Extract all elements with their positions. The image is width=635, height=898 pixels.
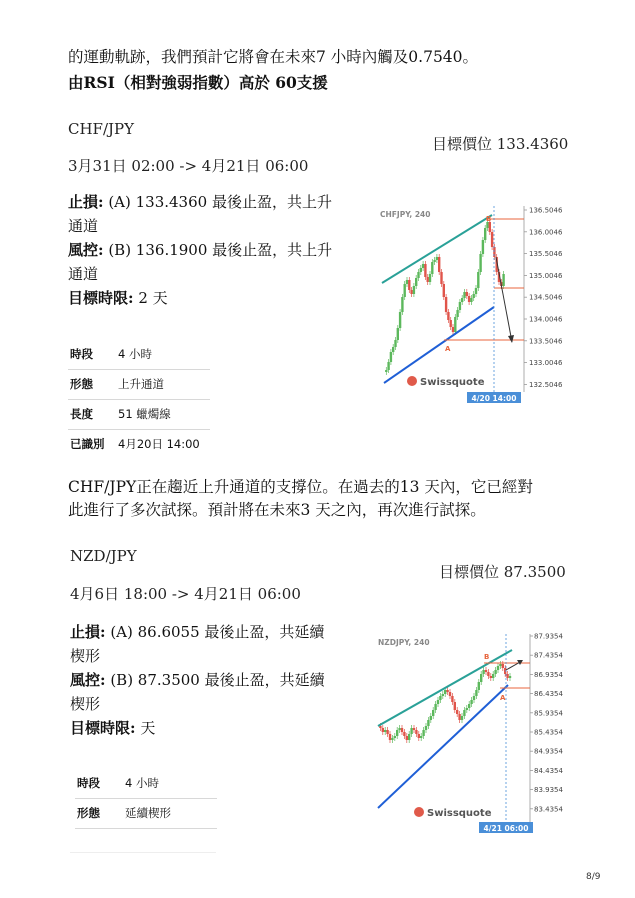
candle (447, 312, 449, 320)
y-tick-label: 84.9354 (534, 747, 563, 756)
analysis-paragraph: 此進行了多次試探。預計將在未來3 天之內，再次進行試探。 (68, 501, 486, 519)
label-b: B (486, 215, 492, 223)
y-tick-label: 83.9354 (534, 786, 563, 795)
candle (484, 228, 486, 240)
candle (431, 262, 433, 274)
table-key: 形態 (75, 798, 125, 828)
time-limit-label: 目標時限: (68, 289, 134, 307)
risk-line (70, 668, 350, 692)
candle (477, 272, 479, 288)
candle (443, 284, 445, 297)
candle (401, 297, 403, 312)
chart-symbol: NZDJPY, 240 (378, 638, 430, 647)
stop-loss-label: 止損: (68, 193, 104, 211)
candle (459, 302, 461, 310)
y-tick-label: 87.4354 (534, 651, 563, 660)
candle (494, 670, 496, 674)
candle (387, 362, 389, 370)
candle (420, 268, 422, 272)
y-tick-label: 86.4354 (534, 690, 563, 699)
label-a: A (445, 345, 451, 353)
time-limit-value: 天 (135, 719, 156, 737)
candle (391, 738, 393, 740)
table-key: 時段 (75, 768, 125, 798)
candle (438, 257, 440, 272)
table-row (68, 339, 210, 369)
candle (468, 704, 470, 708)
candle (451, 696, 453, 702)
candle (396, 730, 398, 736)
candle (466, 708, 468, 710)
candle (422, 264, 424, 268)
candle (413, 286, 415, 294)
y-tick-label: 136.0046 (529, 228, 563, 237)
y-tick-label: 85.4354 (534, 728, 563, 737)
table-value: 51 蠟燭線 (118, 399, 210, 429)
candle (461, 298, 463, 302)
candle (382, 728, 384, 732)
risk-line (68, 238, 348, 262)
candle (399, 312, 401, 328)
table-key: 時段 (68, 339, 118, 369)
table-value: 4 小時 (125, 768, 217, 798)
pattern-info-table (75, 768, 217, 829)
target-price: 目標價位 87.3500 (439, 563, 566, 581)
candle (480, 674, 482, 682)
stop-loss-label: 止損: (70, 623, 106, 641)
y-tick-label: 133.0046 (529, 359, 563, 368)
candle (446, 690, 448, 692)
candle (424, 264, 426, 277)
candle (404, 284, 406, 297)
date-range: 3月31日 02:00 -> 4月21日 06:00 (68, 157, 309, 175)
candle (470, 700, 472, 704)
stop-loss-line (70, 620, 350, 644)
candle (502, 664, 504, 668)
candle (390, 352, 392, 362)
candle (434, 704, 436, 710)
candle (497, 666, 499, 670)
candle (449, 692, 451, 696)
table-row (68, 369, 210, 399)
candle (389, 734, 391, 740)
candle (408, 280, 410, 290)
candle (456, 310, 458, 317)
rules-block (68, 190, 348, 310)
table-value: 4月20日 14:00 (118, 437, 200, 452)
time-limit-line (68, 286, 348, 310)
candle (415, 278, 417, 286)
table-row (68, 429, 210, 459)
candle (473, 696, 475, 700)
y-tick-label: 132.5046 (529, 380, 563, 389)
swissquote-logo: Swissquote (420, 377, 485, 388)
table-key: 已識別 (70, 437, 105, 452)
candle (422, 730, 424, 736)
candle (487, 672, 489, 676)
y-tick-label: 134.5046 (529, 293, 563, 302)
swissquote-logo-icon (407, 376, 417, 386)
page-number: 8/9 (586, 872, 601, 882)
date-tag-text: 4/20 14:00 (471, 394, 517, 403)
y-tick-label: 136.5046 (529, 206, 563, 215)
risk-label: 風控: (68, 241, 104, 259)
table-key: 形態 (68, 369, 118, 399)
candle (401, 728, 403, 732)
table-value: 上升通道 (118, 369, 210, 399)
time-limit-value: 2 天 (133, 289, 168, 307)
candle (379, 726, 381, 728)
chfjpy-chart (372, 202, 572, 407)
candle (463, 710, 465, 716)
nzdjpy-chart (372, 630, 572, 835)
candle (458, 714, 460, 720)
candle (493, 247, 495, 257)
candle (482, 670, 484, 674)
candle (466, 292, 468, 296)
candle (397, 328, 399, 340)
candle (478, 682, 480, 690)
candle (427, 277, 429, 282)
candle (489, 222, 491, 232)
candle (442, 694, 444, 696)
candle (470, 298, 472, 302)
label-b: B (484, 653, 490, 661)
pattern-info-table (68, 339, 210, 459)
candle (485, 670, 487, 672)
y-tick-label: 134.0046 (529, 315, 563, 324)
y-tick-label: 133.5046 (529, 337, 563, 346)
candle (392, 347, 394, 352)
candle (429, 274, 431, 282)
pair-title: CHF/JPY (68, 120, 135, 138)
candle (450, 320, 452, 327)
y-tick-label: 135.5046 (529, 250, 563, 259)
candle (418, 734, 420, 738)
candle (454, 702, 456, 710)
candle (406, 736, 408, 740)
intro-text: 的運動軌跡，我們預計它將會在未來7 小時內觸及0.7540。 (68, 48, 479, 66)
stop-loss-value: (A) 86.6055 最後止盈，共延續 (105, 623, 325, 641)
candle (413, 728, 415, 730)
candle (475, 690, 477, 696)
stop-loss-line (68, 190, 348, 214)
candle (408, 734, 410, 740)
candle (394, 736, 396, 738)
table-row (68, 399, 210, 429)
candle (479, 254, 481, 272)
analysis-paragraph: CHF/JPY正在趨近上升通道的支撐位。在過去的13 天內，它已經對 (68, 478, 533, 496)
candle (475, 288, 477, 294)
table-row (75, 768, 217, 798)
candle (452, 327, 454, 332)
candle (506, 674, 508, 678)
candle (384, 730, 386, 732)
candle (417, 272, 419, 278)
candle (454, 317, 456, 332)
candle (430, 716, 432, 720)
candle (403, 732, 405, 736)
date-range: 4月6日 18:00 -> 4月21日 06:00 (70, 585, 301, 603)
y-tick-label: 83.4354 (534, 805, 563, 814)
candle (432, 710, 434, 716)
candle (499, 664, 501, 666)
time-limit-line (70, 716, 350, 740)
candle (415, 730, 417, 734)
candle (385, 370, 387, 372)
candle (482, 240, 484, 254)
table-divider (70, 852, 216, 853)
y-tick-label: 84.4354 (534, 766, 563, 775)
candle (440, 272, 442, 284)
swissquote-logo: Swissquote (427, 808, 492, 819)
date-tag-text: 4/21 06:00 (483, 824, 529, 833)
candle (456, 710, 458, 714)
candle (491, 232, 493, 247)
y-tick-label: 86.9354 (534, 670, 563, 679)
candle (463, 292, 465, 298)
rules-block (70, 620, 350, 740)
candle (437, 700, 439, 704)
y-tick-label: 135.0046 (529, 271, 563, 280)
candle (444, 690, 446, 694)
candle (436, 257, 438, 260)
candle (427, 720, 429, 726)
time-limit-label: 目標時限: (70, 719, 136, 737)
candle (492, 674, 494, 678)
candle (425, 726, 427, 730)
candle (502, 274, 504, 286)
y-tick-label: 87.9354 (534, 632, 563, 641)
table-key: 長度 (68, 399, 118, 429)
candle (473, 294, 475, 298)
stop-loss-line-2: 通道 (68, 217, 99, 235)
risk-value: (B) 136.1900 最後止盈，共上升 (103, 241, 333, 259)
candle (406, 280, 408, 284)
candle (420, 736, 422, 738)
swissquote-logo-icon (414, 807, 424, 817)
risk-line-2: 楔形 (70, 695, 101, 713)
candle (461, 716, 463, 720)
section-heading: 由RSI（相對強弱指數）高於 60支援 (68, 73, 328, 92)
candle (386, 730, 388, 734)
candle (490, 676, 492, 678)
target-price: 目標價位 133.4360 (432, 135, 569, 153)
candle (445, 297, 447, 312)
candle (410, 290, 412, 294)
risk-label: 風控: (70, 671, 106, 689)
candle (394, 340, 396, 347)
chart-symbol: CHFJPY, 240 (380, 210, 431, 219)
table-value: 延續楔形 (125, 798, 217, 828)
risk-value: (B) 87.3500 最後止盈，共延續 (105, 671, 325, 689)
candle (398, 728, 400, 730)
candle (433, 260, 435, 262)
risk-line-2: 通道 (68, 265, 99, 283)
y-tick-label: 85.9354 (534, 709, 563, 718)
table-value: 4 小時 (118, 339, 210, 369)
label-a: A (500, 694, 506, 702)
stop-loss-value: (A) 133.4360 最後止盈，共上升 (103, 193, 332, 211)
candle (410, 728, 412, 734)
pair-title: NZD/JPY (70, 547, 137, 565)
candle (468, 296, 470, 302)
table-row (75, 798, 217, 828)
stop-loss-line-2: 楔形 (70, 647, 101, 665)
candle (509, 676, 511, 678)
candle (439, 696, 441, 700)
